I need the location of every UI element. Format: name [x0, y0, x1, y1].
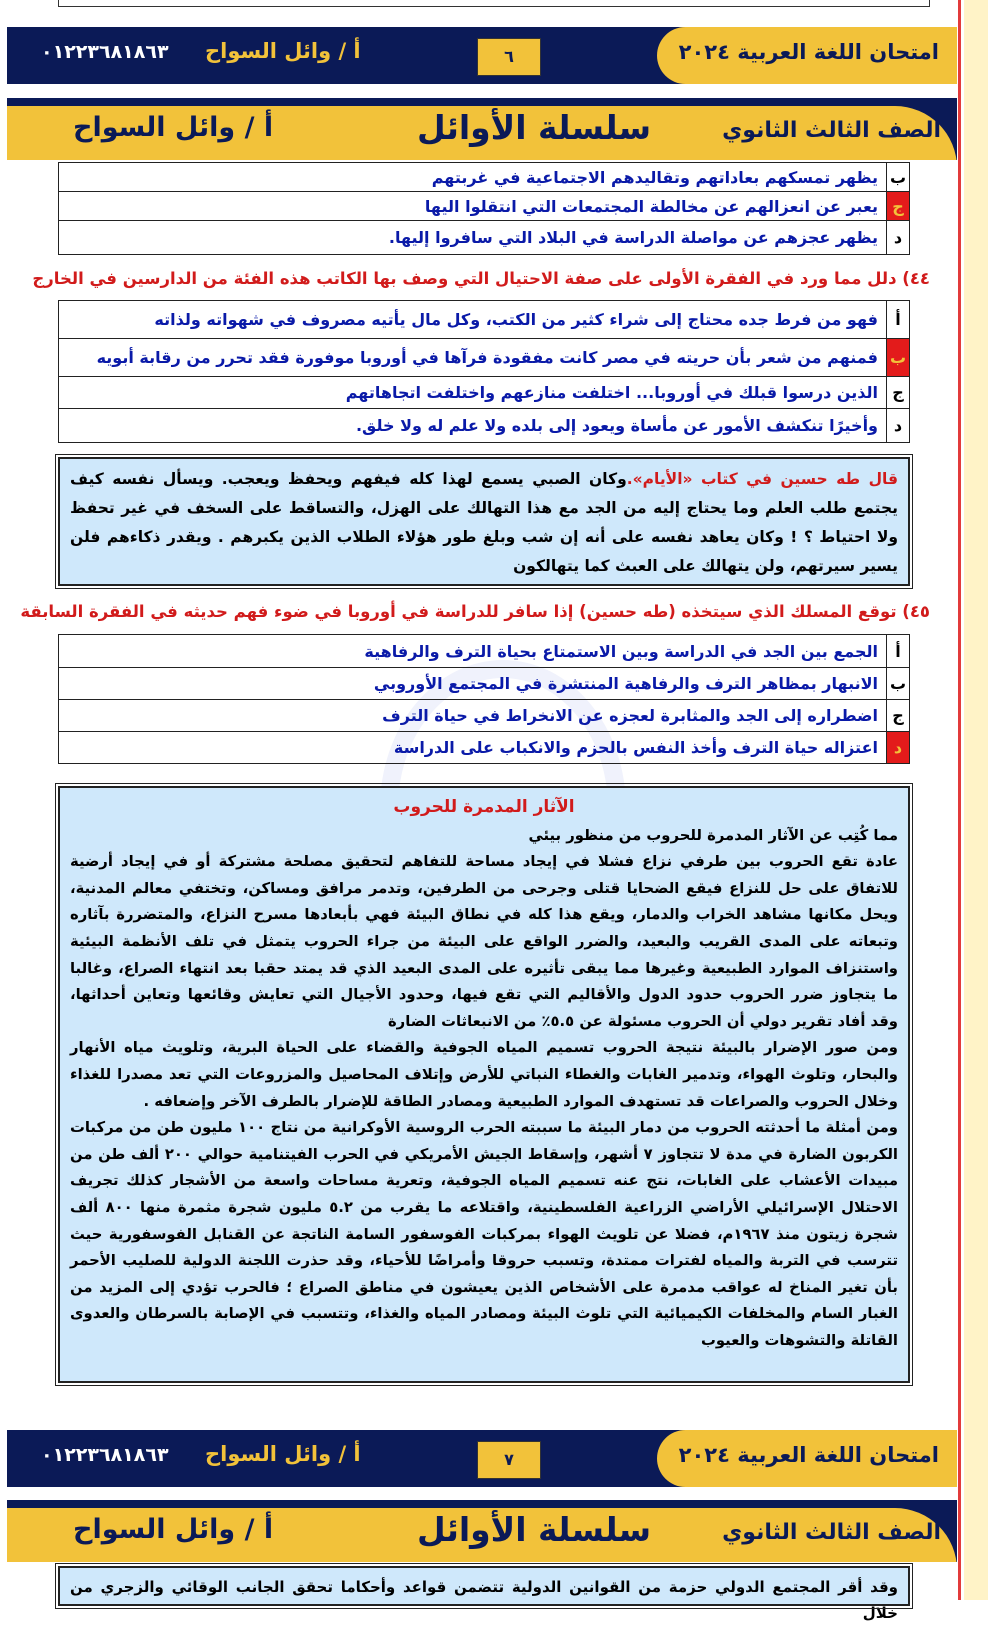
page-number: ٧ — [477, 1441, 541, 1479]
option-text: اعتزاله حياة الترف وأخذ النفس بالحزم والانكباب على الدراسة — [59, 732, 887, 764]
header-teacher-name: أ / وائل السواح — [73, 1514, 274, 1545]
option-letter: ب — [887, 668, 910, 700]
series-title: سلسلة الأوائل — [417, 1510, 652, 1549]
q45-options-table — [58, 634, 910, 764]
page-header — [7, 98, 957, 160]
teacher-name: أ / وائل السواح — [205, 39, 361, 63]
grade-label: الصف الثالث الثانوي — [722, 1520, 941, 1545]
taha-hussein-passage — [58, 457, 910, 586]
option-row[interactable] — [59, 700, 910, 732]
option-letter: ب — [887, 163, 910, 192]
header-teacher-name: أ / وائل السواح — [73, 112, 274, 143]
series-title: سلسلة الأوائل — [417, 108, 652, 147]
grade-label: الصف الثالث الثانوي — [722, 118, 941, 143]
next-page-text — [58, 1566, 910, 1622]
exam-title: امتحان اللغة العربية ٢٠٢٤ — [678, 40, 939, 64]
option-row-selected[interactable] — [59, 732, 910, 764]
previous-table-fragment — [58, 0, 930, 7]
option-letter: ج — [887, 700, 910, 732]
next-page-header — [7, 1500, 957, 1562]
question-44: ٤٤) دلل مما ورد في الفقرة الأولى على صفة الاحتيال التي وصف بها الكاتب هذه الفئة من الدارسين في الخارج — [32, 269, 930, 288]
option-row[interactable] — [59, 163, 910, 192]
article-byline: مما كُتِب عن الآثار المدمرة للحروب من منظور بيئي — [528, 826, 898, 844]
option-letter: أ — [887, 301, 910, 339]
right-margin-line — [958, 0, 961, 1600]
article-title: الآثار المدمرة للحروب — [393, 797, 575, 817]
article-paragraph: ومن صور الإضرار بالبيئة نتيجة الحروب تسميم المياه الجوفية والقضاء على الحياة البرية، وتلويث مياه الأنهار والبحار، وتلوث الهواء، وتدمير الغابات والغطاء النباتي للأرض وإتلاف المحاصيل والمزروعات التي تعد مصدرا للغذاء وخلال الحروب والصراعات قد تستهدف الموارد الطبيعية ومصادر الطاقة للإضرار بالطرف الآخر وإضعافه . — [70, 1039, 898, 1110]
right-margin-strip — [964, 0, 988, 1600]
q43-options-table — [58, 162, 910, 255]
option-text: الجمع بين الجد في الدراسة وبين الاستمتاع بحياة الترف والرفاهية — [59, 635, 887, 668]
option-text: يظهر تمسكهم بعاداتهم وتقاليدهم الاجتماعية في غربتهم — [59, 163, 887, 192]
option-row[interactable] — [59, 409, 910, 443]
phone-number: ٠١٢٢٣٦٨١٨٦٣ — [41, 41, 169, 63]
option-letter: د — [887, 409, 910, 443]
teacher-name: أ / وائل السواح — [205, 1442, 361, 1466]
option-row[interactable] — [59, 635, 910, 668]
option-row[interactable] — [59, 221, 910, 255]
article-paragraph: عادة تقع الحروب بين طرفي نزاع فشلا في إيجاد مساحة للتفاهم لتحقيق مصلحة مشتركة أو في إيجاد أرضية للاتفاق على حل للنزاع فيقع الضحايا قتلى وجرحى من الطرفين، وتدمر مرافق ومساكن، وتختفي معالم المدنية، ويحل مكانها مشاهد الخراب والدمار، ويقع هذا كله في نطاق البيئة فهي بأبعادها مسرح النزاع، والمتضررة بآثاره وتبعاته على المدى القريب والبعيد، والضرر الواقع على البيئة من جراء الحروب يتمثل في تلف الأنظمة البيئية واستنزاف الموارد الطبيعية وغيرها مما يبقى تأثيره على المدى البعيد الذي قد يمتد حقبا بعد انتهاء الصراع، وغالبا ما يتجاوز ضرر الحروب حدود الدول والأقاليم التي تقع فيها، وحدود الأجيال التي تعايش وقائعها وتعاين أحداثها، وقد أفاد تقرير دولي أن الحروب مسئولة عن ٥.٥٪ من الانبعاثات الضارة — [70, 853, 898, 1030]
next-page-line: وقد أقر المجتمع الدولي حزمة من القوانين الدولية تتضمن قواعد وأحكاما تحقق الجانب الوقائي والزجري من خلال — [70, 1578, 898, 1622]
passage-body: وكان الصبي يسمع لهذا كله فيفهم ويحفظ ويعجب. ويسأل نفسه كيف يجتمع طلب العلم وما يحتاج إليه من الجد مع هذا التهالك على الهزل، والتساقط على السخف في غير تحفظ ولا احتياط ؟ ! وكان يعاهد نفسه على أنه إن شب وبلغ طور هؤلاء الطلاب الذين يكبرهم . ويقدر ذكاءهم فلن يسير سيرتهم، ولن يتهالك على العبث كما يتهالكون — [70, 470, 898, 575]
war-effects-article — [58, 786, 910, 1383]
page-footer-bottom — [7, 1430, 957, 1487]
option-text: وأخيرًا تنكشف الأمور عن مأساة ويعود إلى بلده ولا علم له ولا خلق. — [59, 409, 887, 443]
page-number: ٦ — [477, 38, 541, 76]
option-row-selected[interactable] — [59, 339, 910, 377]
option-letter: د — [887, 221, 910, 255]
q44-options-table — [58, 300, 910, 443]
exam-title: امتحان اللغة العربية ٢٠٢٤ — [678, 1443, 939, 1467]
option-text: يعبر عن انعزالهم عن مخالطة المجتمعات التي انتقلوا اليها — [59, 192, 887, 221]
option-text: فمنهم من شعر بأن حريته في مصر كانت مفقودة فرآها في أوروبا موفورة فقد تحرر من رقابة أبويه — [59, 339, 887, 377]
page-footer-top — [7, 27, 957, 84]
option-letter: ج — [887, 377, 910, 409]
option-letter: أ — [887, 635, 910, 668]
option-letter-selected: د — [887, 732, 910, 764]
option-text: فهو من فرط جده محتاج إلى شراء كثير من الكتب، وكل مال يأتيه مصروف في شهواته ولذاته — [59, 301, 887, 339]
question-45: ٤٥) توقع المسلك الذي سيتخذه (طه حسين) إذا سافر للدراسة في أوروبا في ضوء فهم حديثه في الفقرة السابقة — [20, 602, 930, 621]
option-letter-selected: ب — [887, 339, 910, 377]
phone-number: ٠١٢٢٣٦٨١٨٦٣ — [41, 1444, 169, 1466]
option-text: يظهر عجزهم عن مواصلة الدراسة في البلاد التي سافروا إليها. — [59, 221, 887, 255]
option-row[interactable] — [59, 301, 910, 339]
passage-intro: قال طه حسين في كتاب «الأيام». — [626, 470, 898, 488]
article-paragraph: ومن أمثلة ما أحدثته الحروب من دمار البيئة ما سببته الحرب الروسية الأوكرانية من نتاج ١٠٠ مليون طن من مركبات الكربون الضارة في مدة لا تتجاوز ٧ أشهر، وإسقاط الجيش الأمريكي في الحرب الفيتنامية حوالي ٢٠٠ ألف طن من مبيدات الأعشاب على الغابات، نتج عنه تسميم المياه الجوفية، وتعرية مساحات واسعة من الأشجار كذلك تجريف الاحتلال الإسرائيلي الأراضي الزراعية الفلسطينية، واقتلاعه ما يقرب من ٥.٢ مليون شجرة مثمرة منها ٨٠٠ ألف شجرة زيتون منذ ١٩٦٧م، فضلا عن تلويث الهواء بمركبات الفوسفور السامة الناتجة عن القنابل الفوسفورية حيث تترسب في التربة والمياه لفترات ممتدة، وتسبب حروقا وأمراضًا للأحياء، وقد حذرت اللجنة الدولية للصليب الأحمر بأن تغير المناخ له عواقب مدمرة على الأشخاص الذين يعيشون في مناطق الصراع ؛ فالحرب تؤدي إلى المزيد من الغبار السام والمخلفات الكيميائية التي تلوث البيئة ومصادر المياه والغذاء، وتتسبب في الإصابة بالسرطان والعدوى القاتلة والتشوهات والعيوب — [70, 1119, 899, 1349]
option-row[interactable] — [59, 377, 910, 409]
option-row[interactable] — [59, 668, 910, 700]
option-text: الذين درسوا قبلك في أوروبا... اختلفت منازعهم واختلفت اتجاهاتهم — [59, 377, 887, 409]
option-letter-selected: ج — [887, 192, 910, 221]
option-row-selected[interactable] — [59, 192, 910, 221]
option-text: الانبهار بمظاهر الترف والرفاهية المنتشرة في المجتمع الأوروبي — [59, 668, 887, 700]
option-text: اضطراره إلى الجد والمثابرة لعجزه عن الانخراط في حياة الترف — [59, 700, 887, 732]
